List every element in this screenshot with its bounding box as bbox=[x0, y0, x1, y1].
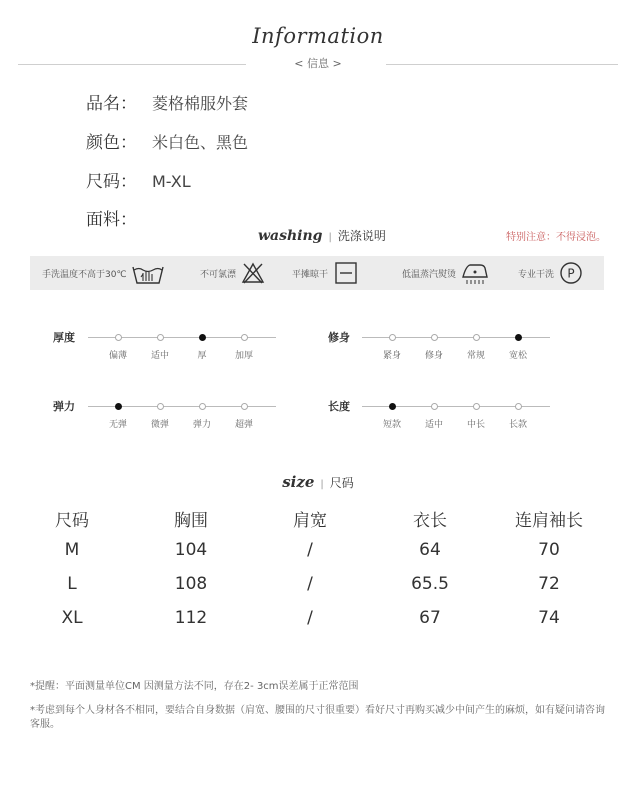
scale-dot-selected bbox=[115, 403, 122, 410]
wash-item-low-iron bbox=[402, 256, 490, 290]
info-row-size bbox=[86, 167, 191, 192]
wash-label: 手洗温度不高于30℃ bbox=[42, 269, 127, 280]
scale-option-label: 微弹 bbox=[150, 420, 169, 430]
size-table-cell: M bbox=[64, 540, 80, 560]
size-title-en: size bbox=[282, 473, 315, 491]
low-iron-icon bbox=[460, 260, 490, 286]
info-row-fabric bbox=[86, 205, 152, 230]
info-label: 面料： bbox=[86, 210, 137, 230]
dry-clean-p-icon bbox=[558, 260, 584, 286]
page-subtitle: < 信息 > bbox=[294, 57, 342, 70]
size-table-header: 肩宽 bbox=[293, 511, 327, 531]
size-table-cell: / bbox=[307, 540, 313, 560]
washing-title-en: washing bbox=[258, 228, 323, 244]
scale-option-label: 厚 bbox=[197, 351, 207, 361]
size-table-cell: / bbox=[307, 574, 313, 594]
scale-option-label: 修身 bbox=[424, 351, 443, 361]
wash-item-hand-wash bbox=[42, 256, 165, 290]
size-table-header: 尺码 bbox=[55, 511, 89, 531]
washing-instructions-band bbox=[30, 256, 604, 290]
scale-dot bbox=[157, 334, 164, 341]
washing-notice: 特别注意：不得浸泡。 bbox=[506, 232, 606, 243]
wash-label: 专业干洗 bbox=[518, 269, 555, 280]
size-table-cell: / bbox=[307, 608, 313, 628]
scale-option-label: 偏薄 bbox=[108, 351, 127, 361]
wash-label: 不可氯漂 bbox=[200, 269, 237, 280]
no-bleach-icon bbox=[240, 261, 266, 285]
attribute-label: 弹力 bbox=[53, 400, 75, 413]
scale-dot-selected bbox=[515, 334, 522, 341]
attribute-label: 厚度 bbox=[53, 331, 75, 344]
attribute-label: 修身 bbox=[328, 331, 350, 344]
size-table-header: 衣长 bbox=[413, 511, 447, 531]
size-title bbox=[0, 473, 636, 491]
info-row-color bbox=[86, 128, 248, 153]
scale-option-label: 长款 bbox=[508, 420, 527, 430]
scale-dot bbox=[515, 403, 522, 410]
scale-option-label: 常规 bbox=[466, 351, 485, 361]
wash-item-no-bleach bbox=[200, 256, 266, 290]
scale-dot bbox=[115, 334, 122, 341]
info-value: 菱格棉服外套 bbox=[152, 94, 249, 113]
scale-option-label: 适中 bbox=[150, 351, 169, 361]
scale-dot bbox=[473, 403, 480, 410]
info-label: 颜色： bbox=[86, 133, 137, 153]
hand-wash-icon bbox=[131, 261, 165, 285]
scale-option-label: 无弹 bbox=[108, 420, 127, 430]
size-table-cell: 70 bbox=[538, 540, 560, 560]
title-separator: | bbox=[320, 479, 324, 490]
size-table-header: 胸围 bbox=[174, 511, 208, 531]
scale-dot bbox=[199, 403, 206, 410]
scale-option-label: 超弹 bbox=[234, 420, 253, 430]
size-table-cell: 112 bbox=[174, 608, 208, 628]
wash-label: 低温蒸汽熨烫 bbox=[402, 269, 457, 280]
wash-item-dry-flat bbox=[292, 256, 360, 290]
washing-title bbox=[258, 227, 386, 244]
page-title: Information bbox=[252, 24, 384, 48]
scale-dot-selected bbox=[199, 334, 206, 341]
note-measurement: *提醒：平面测量单位CM 因测量方法不同，存在2- 3cm误差属于正常范围 bbox=[30, 681, 359, 692]
scale-option-label: 宽松 bbox=[508, 351, 527, 361]
info-row-name bbox=[86, 89, 248, 114]
scale-option-label: 短款 bbox=[382, 420, 401, 430]
scale-option-label: 中长 bbox=[466, 420, 485, 430]
scale-dot bbox=[241, 334, 248, 341]
scale-dot-selected bbox=[389, 403, 396, 410]
scale-dot bbox=[473, 334, 480, 341]
size-table-cell: L bbox=[67, 574, 77, 594]
size-table-cell: 65.5 bbox=[411, 574, 449, 594]
wash-item-dry-clean bbox=[518, 256, 584, 290]
washing-title-cn: 洗涤说明 bbox=[337, 229, 386, 243]
title-separator: | bbox=[328, 232, 332, 243]
scale-dot bbox=[431, 334, 438, 341]
scale-dot bbox=[157, 403, 164, 410]
scale-option-label: 弹力 bbox=[192, 420, 211, 430]
size-table-cell: 64 bbox=[419, 540, 441, 560]
note-advice: *考虑到每个人身材各不相同，要结合自身数据（肩宽、腰围的尺寸很重要）看好尺寸再购买减少中间产生的麻烦，如有疑问请咨询客服。 bbox=[30, 705, 605, 730]
size-table-cell: 72 bbox=[538, 574, 560, 594]
scale-dot bbox=[389, 334, 396, 341]
size-table-header: 连肩袖长 bbox=[515, 511, 583, 531]
dry-flat-icon bbox=[332, 261, 360, 285]
size-table-cell: 74 bbox=[538, 608, 560, 628]
scale-option-label: 紧身 bbox=[382, 351, 401, 361]
scale-option-label: 加厚 bbox=[234, 351, 253, 361]
wash-label: 平摊晾干 bbox=[292, 269, 329, 280]
info-label: 品名： bbox=[86, 94, 137, 114]
size-table-cell: 104 bbox=[174, 540, 208, 560]
scale-dot bbox=[241, 403, 248, 410]
size-table-cell: 67 bbox=[419, 608, 441, 628]
info-label: 尺码： bbox=[86, 172, 137, 192]
attribute-label: 长度 bbox=[328, 400, 350, 413]
size-title-cn: 尺码 bbox=[329, 476, 354, 490]
scale-dot bbox=[431, 403, 438, 410]
scale-option-label: 适中 bbox=[424, 420, 443, 430]
svg-text:P: P bbox=[567, 266, 575, 281]
size-table-cell: XL bbox=[61, 608, 83, 628]
info-value: M-XL bbox=[152, 172, 191, 191]
info-value: 米白色、黑色 bbox=[152, 133, 249, 152]
size-table-cell: 108 bbox=[174, 574, 208, 594]
